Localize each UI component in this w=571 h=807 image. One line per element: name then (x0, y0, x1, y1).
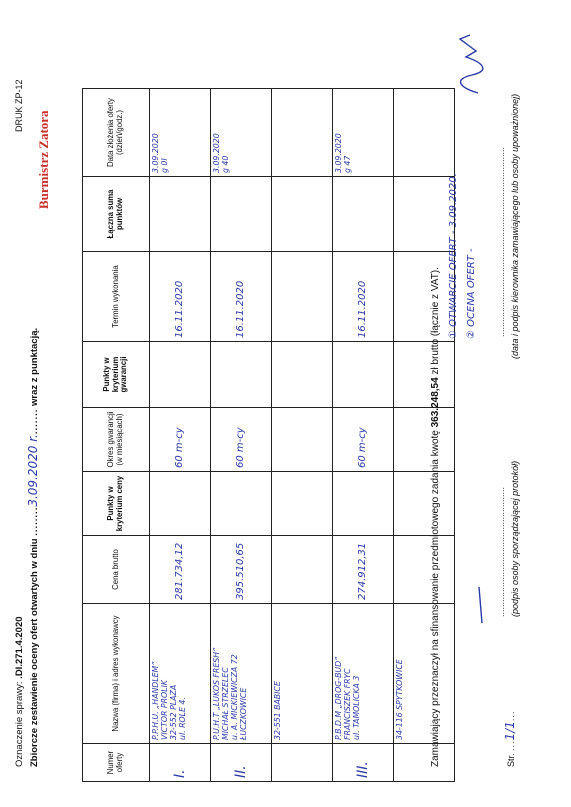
completion-date-cell-value: 16.11.2020 (235, 280, 247, 338)
submission-date-line: g 0I (159, 158, 169, 173)
submission-date-line: 3.09.2020 (334, 133, 343, 173)
gross-price-cell (150, 536, 211, 604)
contractor-line: VICTOR PROLIK (159, 680, 169, 740)
contractor-line: ul. TAMOLICKA 3 (351, 675, 361, 740)
table-row (211, 89, 272, 782)
price-points-cell (211, 472, 272, 536)
offer-number-cell (272, 744, 333, 782)
offer-number-cell (394, 744, 455, 782)
gross-price-cell (394, 536, 455, 604)
col-header-warranty-points: Punkty w kryterium gwarancji (83, 342, 150, 408)
table-row (394, 89, 455, 782)
warranty-cell (394, 408, 455, 472)
left-signature-caption: (podpis osoby sporządzającej protokół) (510, 460, 520, 617)
submission-date-line: 3.09.2020 (212, 133, 221, 173)
note-opening: ① OTWARCIE OFERT - 3.09.2020. (448, 173, 459, 339)
contractor-cell (211, 604, 272, 744)
budget-suffix: zł brutto (łącznie z VAT). (430, 267, 441, 375)
case-number-line (14, 616, 25, 767)
contractor-line: MICHAŁ STRZELEC (220, 667, 230, 740)
gross-price-cell (333, 536, 394, 604)
warranty-cell (211, 408, 272, 472)
budget-line (430, 267, 441, 767)
submission-date-line: 3.09.2020 (151, 133, 160, 173)
contractor-cell (333, 604, 394, 744)
document-title: Zbiorcze zestawienie oceny ofert otwartych w dniu ........3.09.2020 r........ wraz z punktacją. (26, 327, 40, 767)
completion-date-cell (272, 252, 333, 342)
warranty-points-cell (211, 342, 272, 408)
opening-date-handwritten: 3.09.2020 r. (26, 434, 40, 507)
col-header-completion-date: Termin wykonania (83, 252, 150, 342)
contractor-line: u. A. MICKIEWICZA 72 (229, 654, 239, 740)
completion-date-cell (333, 252, 394, 342)
left-signature-line: .................................................... (496, 486, 506, 617)
contractor-cell (150, 604, 211, 744)
case-number-label: Oznaczenie sprawy: (14, 681, 25, 767)
contractor-line: P.B.D.M „DROG-BUD” (334, 656, 343, 740)
warranty-points-cell (333, 342, 394, 408)
submission-date-line: g 47 (342, 155, 352, 173)
contractor-line: 32-552 PLAZA (168, 684, 178, 740)
col-header-price-points: Punkty w kryterium ceny (83, 472, 150, 536)
budget-prefix: Zamawiający przeznaczył na sfinansowanie przedmiotowego zadania kwotę (430, 430, 441, 767)
table-header-row (83, 89, 150, 782)
contractor-line: P.U.H.T „LUKOS FRESH” (212, 647, 221, 740)
director-signature (448, 17, 488, 97)
contractor-line: ŁUCZKOWICE (238, 687, 248, 740)
offer-number-cell (211, 744, 272, 782)
completion-date-cell (150, 252, 211, 342)
completion-date-cell-value: 16.11.2020 (174, 280, 186, 338)
contractor-line: ul. ROLE 4. (177, 697, 187, 740)
total-points-cell (394, 177, 455, 252)
price-points-cell (333, 472, 394, 536)
completion-date-cell (394, 252, 455, 342)
warranty-cell (150, 408, 211, 472)
col-header-contractor: Nazwa (firma) i adres wykonawcy (83, 604, 150, 744)
submission-date-cell (211, 89, 272, 177)
total-points-cell (272, 177, 333, 252)
offer-number-cell-value: I. (171, 769, 188, 778)
contractor-line: FRANCISZEK FRYC (342, 668, 352, 740)
table-row (150, 89, 211, 782)
warranty-cell (333, 408, 394, 472)
title-prefix: Zbiorcze zestawienie oceny ofert otwartych w dniu (29, 538, 40, 767)
gross-price-cell-value: 281.734,12 (174, 542, 186, 600)
submission-date-cell (394, 89, 455, 177)
col-header-number: Numer oferty (83, 744, 150, 782)
warranty-cell-value: 60 m-cy (235, 427, 247, 468)
right-signature-caption: (data i podpis kierownika zamawiającego lub osoby upoważnionej) (510, 93, 520, 359)
col-header-submission-date: Data złożenia oferty (dzień/godz.) (83, 89, 150, 177)
offers-table (82, 88, 455, 782)
page-number-line: Str. ...1/1... (503, 710, 517, 767)
page-number: 1/1 (503, 721, 517, 741)
price-points-cell (394, 472, 455, 536)
warranty-cell-value: 60 m-cy (174, 427, 186, 468)
gross-price-cell-value: 395.510,65 (235, 542, 247, 600)
total-points-cell (150, 177, 211, 252)
contractor-line: P.P.H.U. „HANDLEM” (151, 661, 160, 740)
completion-date-cell-value: 16.11.2020 (357, 280, 369, 338)
title-suffix: wraz z punktacją. (29, 327, 40, 406)
submission-date-line: g 40 (220, 155, 230, 173)
completion-date-cell (211, 252, 272, 342)
price-points-cell (272, 472, 333, 536)
contractor-line: 34-116 SPYTKOWICE (395, 659, 404, 740)
warranty-points-cell (272, 342, 333, 408)
page-label: Str. (506, 753, 516, 767)
col-header-gross-price: Cena brutto (83, 536, 150, 604)
note-evaluation: ② OCENA OFERT - (466, 248, 477, 339)
mayor-stamp: Burmistrz Zatora (36, 110, 51, 209)
warranty-cell (272, 408, 333, 472)
submission-date-cell (272, 89, 333, 177)
total-points-cell (211, 177, 272, 252)
price-points-cell (150, 472, 211, 536)
form-code: DRUK ZP-12 (14, 79, 24, 132)
offer-number-cell-value: III. (354, 761, 371, 778)
warranty-points-cell (394, 342, 455, 408)
offer-number-cell-value: II. (232, 765, 249, 778)
contractor-cell (394, 604, 455, 744)
budget-amount: 363.248,54 (430, 377, 441, 428)
submission-date-cell (333, 89, 394, 177)
right-signature-line: ............................................................................ (496, 146, 506, 337)
total-points-cell (333, 177, 394, 252)
contractor-cell (272, 604, 333, 744)
gross-price-cell-value: 274.912,31 (357, 542, 369, 600)
gross-price-cell (211, 536, 272, 604)
preparer-signature (470, 577, 490, 627)
col-header-total-points: Łączna suma punktów (83, 177, 150, 252)
case-number-value: .DI.271.4.2020 (14, 616, 25, 679)
col-header-warranty: Okres gwarancji (w miesiącach) (83, 408, 150, 472)
contractor-line: 32-551 BABICE (273, 681, 282, 740)
offer-number-cell (333, 744, 394, 782)
table-row (333, 89, 394, 782)
table-row (272, 89, 333, 782)
submission-date-cell (150, 89, 211, 177)
offer-number-cell (150, 744, 211, 782)
warranty-cell-value: 60 m-cy (357, 427, 369, 468)
warranty-points-cell (150, 342, 211, 408)
gross-price-cell (272, 536, 333, 604)
